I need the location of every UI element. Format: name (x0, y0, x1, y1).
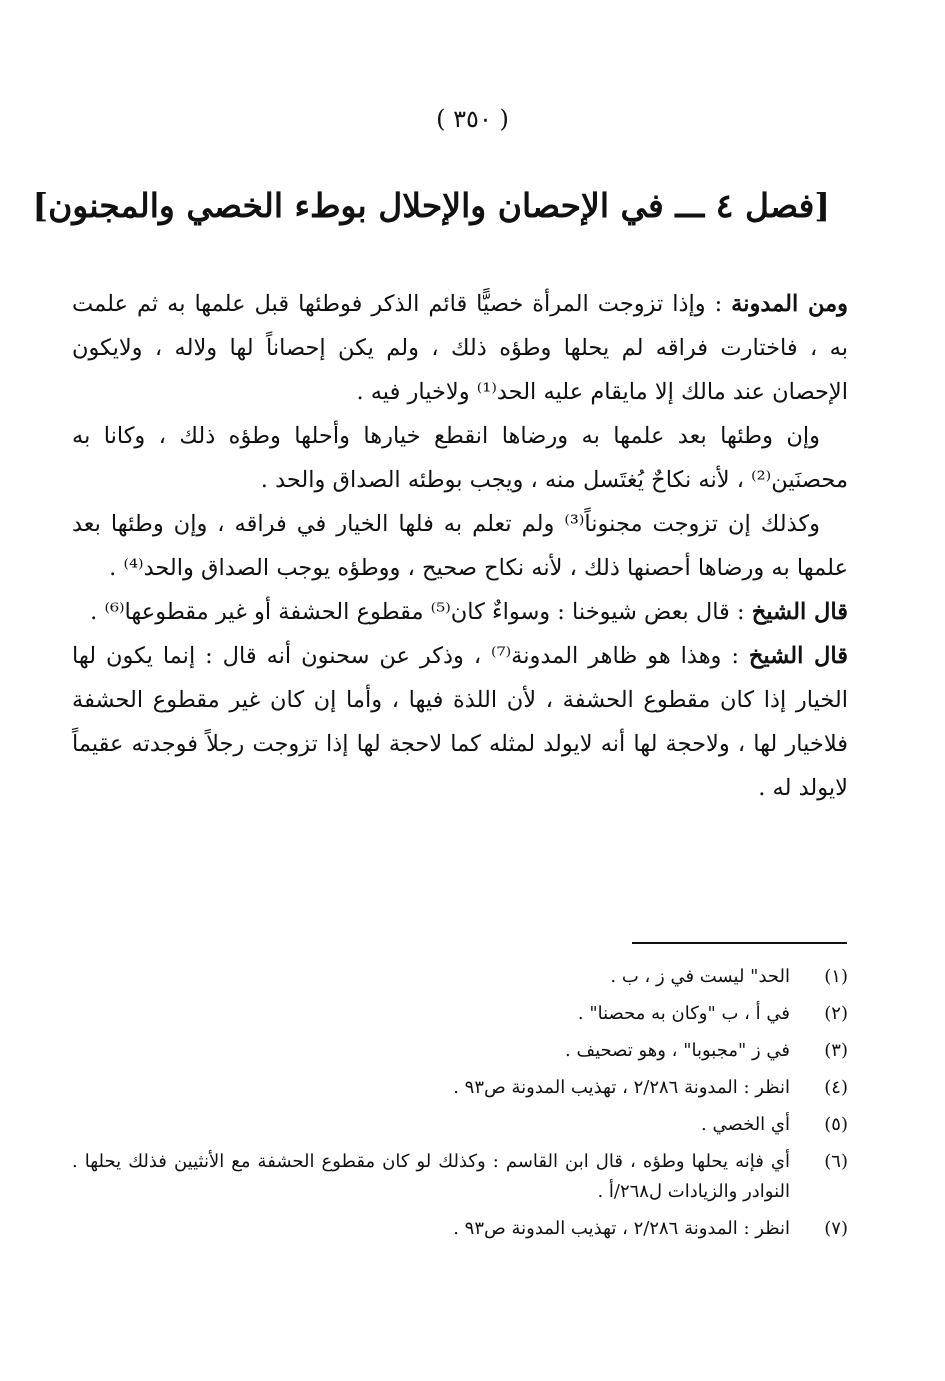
footnote-text: الحد" ليست في ز ، ب . (610, 966, 790, 987)
footnote-text: انظر : المدونة ٢/٢٨٦ ، تهذيب المدونة ص٩٣ . (453, 1077, 790, 1098)
paragraph-text: : وإذا تزوجت المرأة خصيًّا قائم الذكر فوطئها قبل علمها به ثم علمت به ، فاختارت فراقه لم يحلها وطؤه ذلك ، ولم يكن إحصاناً لها ولاله ، ولايكون الإحصان عند مالك إلا مايقام عليه الحد⁽¹⁾ ولاخيار فيه . (72, 291, 848, 405)
page-number: ( ٣٥٠ ) (436, 105, 509, 133)
paragraph (72, 590, 848, 634)
footnote (72, 999, 848, 1029)
paragraph-lead: قال الشيخ (751, 599, 848, 625)
main-text (72, 282, 848, 810)
footnote (72, 1214, 848, 1244)
paragraph (72, 634, 848, 810)
paragraph-text: : قال بعض شيوخنا : وسواءٌ كان⁽⁵⁾ مقطوع الحشفة أو غير مقطوعها⁽⁶⁾ . (90, 599, 752, 625)
footnote-number: (٣) (824, 1040, 848, 1061)
footnote (72, 1073, 848, 1103)
paragraph-lead: ومن المدونة (731, 291, 848, 317)
paragraph (72, 282, 848, 414)
footnote-number: (٤) (824, 1077, 848, 1098)
footnote-text: أي الخصي . (701, 1114, 790, 1135)
footnote-number: (٢) (824, 1003, 848, 1024)
footnote-text: في أ ، ب "وكان به محصنا" . (577, 1003, 790, 1024)
footnote-number: (٧) (824, 1218, 848, 1239)
footnote (72, 1110, 848, 1140)
footnote (72, 1147, 848, 1207)
footnote-divider (632, 942, 847, 944)
paragraph-text: وكذلك إن تزوجت مجنوناً⁽³⁾ ولم تعلم به فلها الخيار في فراقه ، وإن وطئها بعد علمها به ورضاها أحصنها ذلك ، لأنه نكاح صحيح ، ووطؤه يوجب الصداق والحد⁽⁴⁾ . (72, 511, 848, 581)
paragraph (72, 414, 848, 502)
footnotes (72, 962, 848, 1251)
footnote-text: انظر : المدونة ٢/٢٨٦ ، تهذيب المدونة ص٩٣ . (453, 1218, 790, 1239)
chapter-title: [فصل ٤ ـــ في الإحصان والإحلال بوطء الخصي والمجنون] (32, 186, 830, 225)
paragraph-text: وإن وطئها بعد علمها به ورضاها انقطع خيارها وأحلها وطؤه ذلك ، وكانا به محصنَين⁽²⁾ ، لأنه نكاحٌ يُغتَسل منه ، ويجب بوطئه الصداق والحد . (72, 423, 848, 493)
footnote-number: (١) (824, 966, 848, 987)
footnote (72, 962, 848, 992)
footnote-text: في ز "مجبوبا" ، وهو تصحيف . (565, 1040, 790, 1061)
paragraph (72, 502, 848, 590)
footnote-number: (٦) (824, 1151, 848, 1172)
paragraph-text: : وهذا هو ظاهر المدونة⁽⁷⁾ ، وذكر عن سحنون أنه قال : إنما يكون لها الخيار إذا كان مقطوع الحشفة ، لأن اللذة فيها ، وأما إن كان غير مقطوع الحشفة فلاخيار لها ، ولاحجة لها أنه لايولد لمثله كما لاحجة لها إذا تزوجت رجلاً فوجدته عقيماً لايولد له . (72, 643, 848, 801)
footnote-number: (٥) (824, 1114, 848, 1135)
footnote-text: أي فإنه يحلها وطؤه ، قال ابن القاسم : وكذلك لو كان مقطوع الحشفة مع الأنثيين فذلك يحلها . النوادر والزيادات ل٢٦٨/أ . (72, 1151, 790, 1202)
footnote (72, 1036, 848, 1066)
paragraph-lead: قال الشيخ (748, 643, 848, 669)
